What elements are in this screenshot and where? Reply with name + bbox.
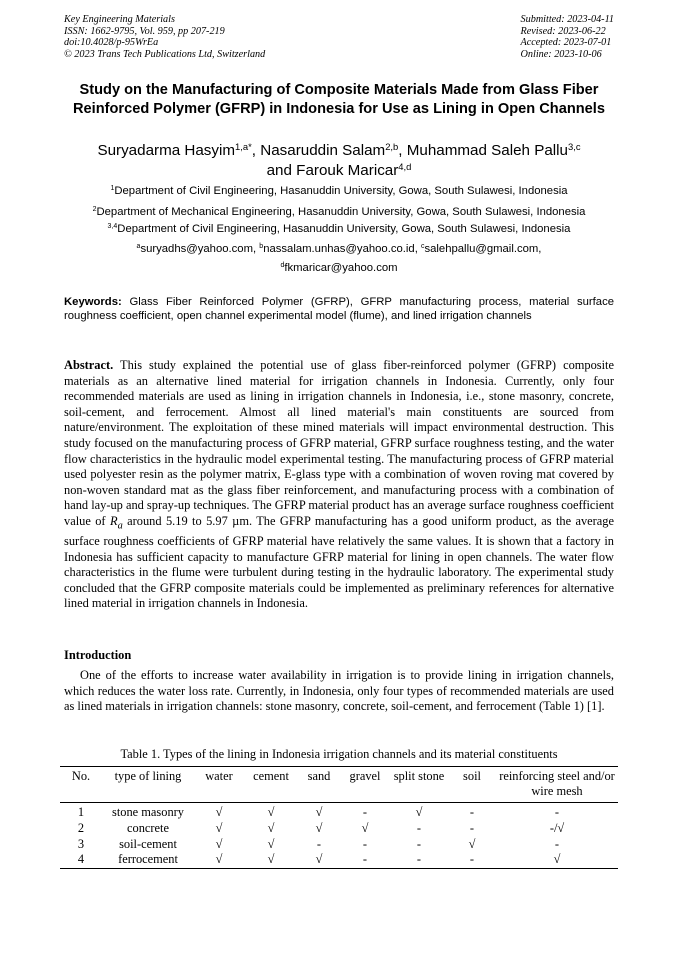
table-header-cell: split stone — [390, 767, 448, 803]
journal-name: Key Engineering Materials — [64, 14, 175, 25]
lining-types-table — [60, 766, 618, 869]
abstract-text-continued: around 5.19 to 5.97 µm. The GFRP manufacturing has a good uniform product, as the average surface roughness coefficients of GFRP material have relatively the same values. It is shown that a factory in Indonesia has sufficient capacity to manufacture GFRP material for lining in open channels. The water flow characteristics in the flume were turbulent during testing in the hydraulic laboratory. The experimental study concluded that the GFRP composite materials could be implemented as preliminary references for alternative lined material in irrigation channels in Indonesia. — [64, 513, 615, 611]
table-header-cell: No. — [60, 767, 102, 803]
paper-title: Study on the Manufacturing of Composite Materials Made from Glass Fiber Reinforced Polymer (GFRP) in Indonesia for Use as Lining in Open Channels — [73, 82, 605, 117]
introduction-paragraph: One of the efforts to increase water availability in irrigation is to provide lining in irrigation channels, which reduces the water loss rate. Currently, in Indonesia, only four types of recommended materials are used as lined materials in irrigation channels: stone masonry, concrete, soil-cement, and ferrocement (Table 1) [1]. — [64, 668, 614, 714]
email-address[interactable]: nassalam.unhas@yahoo.co.id, — [263, 243, 421, 255]
email-address[interactable]: fkmaricar@yahoo.com — [284, 262, 398, 274]
author-name: Nasaruddin Salam — [260, 142, 386, 159]
table-header-cell: water — [194, 767, 244, 803]
table-cell: 1 — [77, 805, 85, 819]
roughness-subscript: a — [117, 520, 123, 532]
table-cell: √ — [267, 836, 275, 851]
revised-date: Revised: 2023-06-22 — [520, 25, 606, 37]
author-superscript: 3,c — [567, 140, 581, 152]
affiliation-1: $^1$Department of Civil Engineering, Hasanuddin University, Gowa, South Sulawesi, Indonesia — [110, 185, 568, 197]
keywords-section — [64, 295, 614, 323]
table-cell: √ — [215, 836, 223, 851]
table-cell: - — [469, 820, 475, 835]
table-caption: Table 1. Types of the lining in Indonesia irrigation channels and its material constituents — [120, 747, 558, 761]
table-cell: - — [416, 820, 422, 835]
submitted-date: Submitted: 2023-04-11 — [520, 14, 614, 25]
table-cell: -/√ — [549, 820, 565, 835]
table-cell: - — [448, 852, 496, 868]
email-line-1: $^a$suryadhs@yahoo.com, $^b$nassalam.unhas@yahoo.co.id, $^c$salehpallu@gmail.com, — [136, 243, 542, 255]
table-header-cell: soil — [448, 767, 496, 803]
affiliation-3: $^{3,4}$Department of Civil Engineering, Hasanuddin University, Gowa, South Sulawesi, Indonesia — [107, 223, 571, 235]
table-cell: - — [554, 805, 560, 819]
email-address[interactable]: suryadhs@yahoo.com, — [140, 243, 260, 255]
table-cell: stone masonry — [112, 805, 184, 819]
table-cell: √ — [468, 836, 476, 851]
table-cell: - — [362, 836, 368, 851]
email-address[interactable]: salehpallu@gmail.com, — [424, 243, 542, 255]
table-cell: 4 — [60, 852, 102, 868]
issn-line: ISSN: 1662-9795, Vol. 959, pp 207-219 — [64, 25, 225, 37]
table-cell: - — [340, 852, 390, 868]
table-cell: √ — [267, 805, 275, 819]
table-header-cell: type of lining — [102, 767, 194, 803]
abstract-label: Abstract. — [64, 358, 114, 372]
table-cell: √ — [315, 820, 323, 835]
author-superscript: 1,a* — [235, 140, 252, 152]
table-cell: √ — [298, 852, 340, 868]
affiliation-2: $^2$Department of Mechanical Engineering, Hasanuddin University, Gowa, South Sulawesi, Indonesia — [92, 206, 586, 218]
table-cell: - — [390, 852, 448, 868]
keywords-text: Glass Fiber Reinforced Polymer (GFRP), GFRP manufacturing process, material surface roughness coefficient, open channel experimental model (flume), and lined irrigation channels — [64, 296, 614, 323]
email-line-2: $^d$fkmaricar@yahoo.com — [280, 262, 398, 274]
table-cell: √ — [496, 852, 618, 868]
author-superscript: 2,b — [385, 140, 399, 152]
author-name: Farouk Maricar — [296, 161, 399, 179]
table-cell: √ — [215, 820, 223, 835]
table-header-cell: reinforcing steel and/or wire mesh — [496, 767, 618, 803]
publication-dates — [521, 14, 614, 60]
table-header-cell: sand — [298, 767, 340, 803]
table-cell: - — [554, 836, 560, 851]
abstract-section — [64, 358, 614, 612]
table-header-cell: cement — [244, 767, 298, 803]
table-row — [60, 821, 618, 837]
doi-line: doi:10.4028/p-95WrEa — [64, 37, 159, 49]
author-name: Muhammad Saleh Pallu — [406, 142, 568, 159]
table-cell: 3 — [77, 836, 85, 851]
table-cell: 2 — [77, 820, 85, 835]
table-cell: - — [469, 805, 475, 819]
table-cell: soil-cement — [119, 836, 177, 851]
table-cell: √ — [244, 852, 298, 868]
table-header-cell: gravel — [340, 767, 390, 803]
accepted-date: Accepted: 2023-07-01 — [520, 37, 612, 49]
journal-info — [64, 14, 265, 60]
table-cell: √ — [361, 820, 369, 835]
table-cell: √ — [267, 820, 275, 835]
online-date: Online: 2023-10-06 — [520, 48, 602, 60]
roughness-symbol: R — [109, 513, 118, 528]
table-cell: √ — [415, 805, 423, 819]
table-cell: √ — [315, 805, 323, 819]
table-cell: √ — [215, 805, 223, 819]
table-cell: - — [362, 805, 368, 819]
table-cell: ferrocement — [102, 852, 194, 868]
table-row — [60, 837, 618, 853]
table-cell: √ — [194, 852, 244, 868]
table-header-row — [60, 767, 618, 803]
table-row — [60, 852, 618, 868]
author-superscript: 4,d — [398, 160, 412, 172]
keywords-label: Keywords: — [64, 296, 122, 308]
author-name: Suryadarma Hasyim — [97, 142, 236, 159]
author-list: Suryadarma Hasyim$^{1,a*}$, Nasaruddin Salam$^{2,b}$, Muhammad Saleh Pallu$^{3,c}$ and Farouk Maricar$^{4,d}$ — [97, 140, 581, 179]
copyright-line: © 2023 Trans Tech Publications Ltd, Switzerland — [64, 48, 266, 60]
introduction-heading: Introduction — [64, 648, 132, 662]
abstract-text: This study explained the potential use of glass fiber-reinforced polymer (GFRP) composite materials as an alternative lined material for irrigation channels in Indonesia. Currently, only four recommended materials are used as lining in irrigation channels in Indonesia, i.e., stone masonry, concrete, soil-cement, and ferrocement. Almost all lined material's main constituents are sourced from nature/environment. The exploitation of these mined materials will impact environmental destruction. This study focused on the manufacturing process of GFRP material, GFRP surface roughness testing, and the water flow characteristics in the hydraulic model experimental testing. The manufacturing process of GFRP material used polyester resin as the polymer matrix, E-glass type with a combination of woven roving mat covered by non-woven standard mat as the glass fiber reinforcement, and manufacturing process with a combination of hand lay-up and spray-up techniques. The GFRP material product has an average surface roughness coefficient value of — [64, 358, 615, 528]
table-cell: - — [316, 836, 322, 851]
table-cell: - — [416, 836, 422, 851]
table-row — [60, 803, 618, 821]
table-cell: concrete — [127, 820, 169, 835]
